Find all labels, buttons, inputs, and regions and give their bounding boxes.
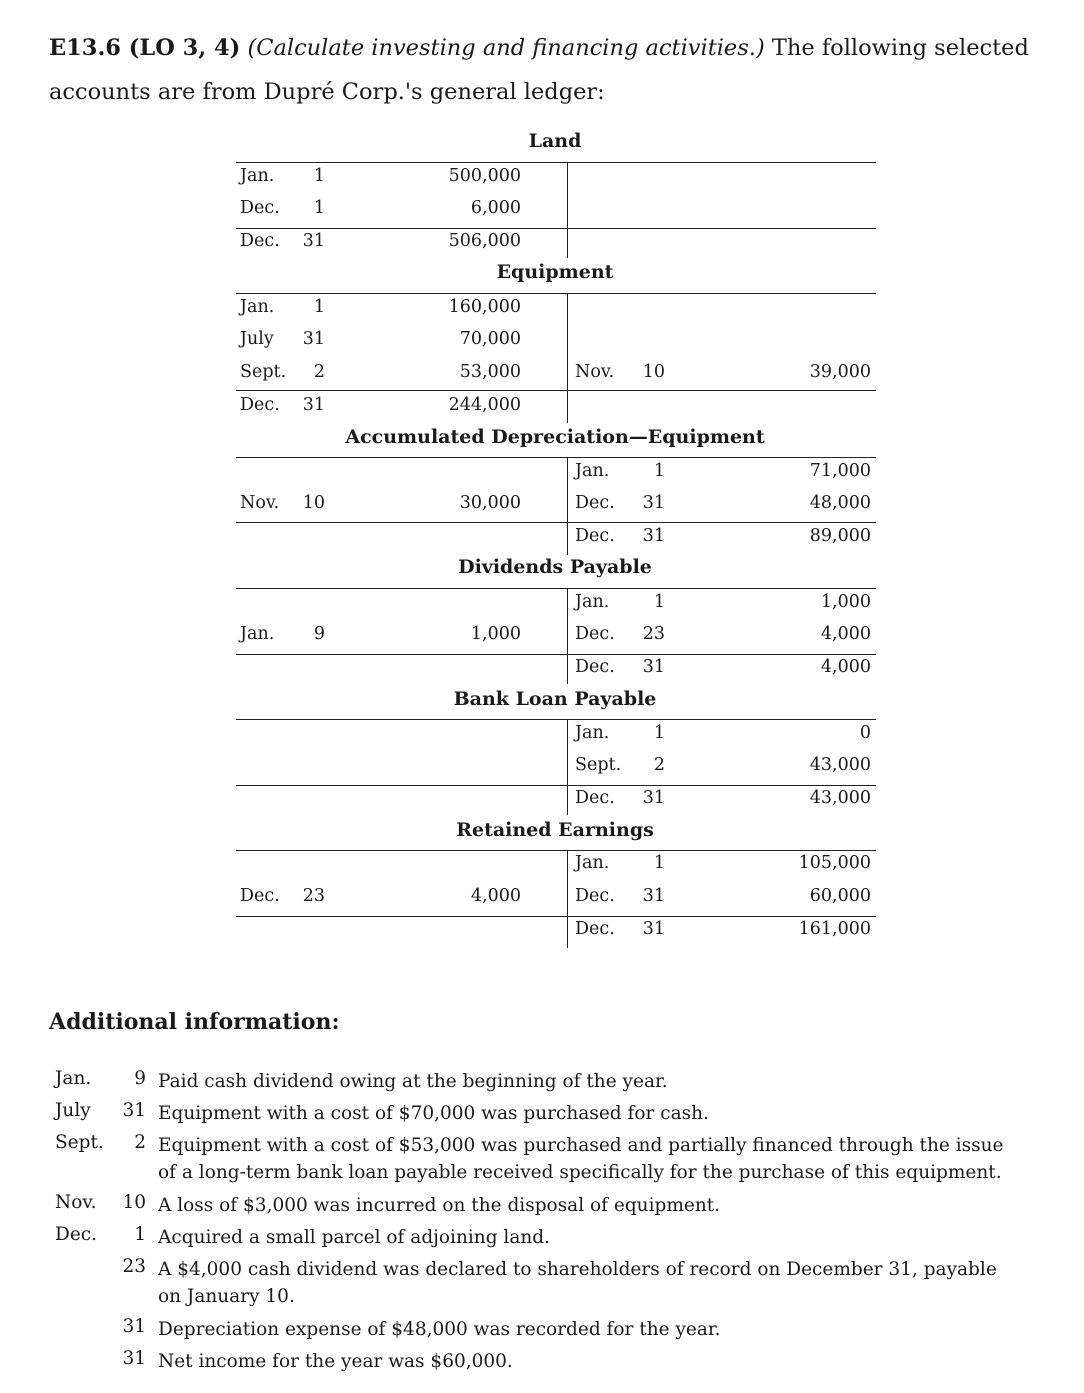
credit-month: Nov.: [575, 362, 615, 382]
credit-day: 10: [642, 362, 665, 382]
t-account-balance-rule: [236, 785, 876, 786]
credit-month: Dec.: [575, 657, 615, 677]
info-month: Jan.: [55, 1068, 92, 1089]
debit-day: 1: [313, 166, 325, 186]
credit-month: Dec.: [575, 919, 615, 939]
info-text: Equipment with a cost of $70,000 was purchased for cash.: [158, 1103, 709, 1124]
credit-amount: 89,000: [809, 526, 871, 546]
credit-month: Jan.: [575, 723, 610, 743]
info-text: A $4,000 cash dividend was declared to shareholders of record on December 31, payable on January 10.: [158, 1259, 997, 1307]
debit-month: Sept.: [240, 362, 287, 382]
debit-day: 10: [302, 493, 325, 513]
debit-day: 2: [313, 362, 325, 382]
info-day: 10: [122, 1192, 146, 1213]
info-text: Acquired a small parcel of adjoining land.: [158, 1227, 551, 1248]
t-account-top-rule: [236, 588, 876, 589]
account-title: Retained Earnings: [456, 819, 654, 841]
debit-amount: 4,000: [470, 886, 521, 906]
account-title: Bank Loan Payable: [453, 688, 657, 710]
credit-day: 1: [653, 853, 665, 873]
credit-amount: 48,000: [809, 493, 871, 513]
credit-month: Sept.: [575, 755, 622, 775]
debit-day: 31: [302, 231, 325, 251]
account-title: Equipment: [496, 261, 614, 283]
t-account-balance-rule: [236, 522, 876, 523]
info-day: 1: [134, 1224, 146, 1245]
credit-day: 1: [653, 723, 665, 743]
info-text: Net income for the year was $60,000.: [158, 1351, 513, 1372]
debit-amount: 244,000: [448, 395, 521, 415]
credit-month: Jan.: [575, 853, 610, 873]
t-account-divider: [567, 719, 568, 815]
debit-month: July: [240, 329, 274, 349]
debit-amount: 30,000: [459, 493, 521, 513]
credit-month: Dec.: [575, 788, 615, 808]
info-text: Depreciation expense of $48,000 was recorded for the year.: [158, 1319, 721, 1340]
info-day: 9: [134, 1068, 146, 1089]
info-day: 23: [122, 1256, 146, 1277]
credit-amount: 43,000: [809, 755, 871, 775]
debit-day: 1: [313, 297, 325, 317]
debit-day: 1: [313, 198, 325, 218]
t-account-top-rule: [236, 162, 876, 163]
info-month: Nov.: [55, 1192, 97, 1213]
credit-amount: 4,000: [820, 657, 871, 677]
exercise-code: E13.6 (LO 3, 4): [49, 35, 241, 61]
debit-amount: 160,000: [448, 297, 521, 317]
t-account-balance-rule: [236, 654, 876, 655]
exercise-instruction: (Calculate investing and financing activities.): [247, 35, 765, 61]
credit-amount: 71,000: [809, 461, 871, 481]
account-title: Accumulated Depreciation—Equipment: [345, 426, 765, 448]
debit-month: Jan.: [240, 624, 275, 644]
credit-day: 31: [642, 657, 665, 677]
debit-month: Nov.: [240, 493, 280, 513]
credit-amount: 4,000: [820, 624, 871, 644]
credit-amount: 161,000: [798, 919, 871, 939]
debit-month: Dec.: [240, 198, 280, 218]
t-account-top-rule: [236, 457, 876, 458]
credit-day: 31: [642, 493, 665, 513]
debit-amount: 6,000: [470, 198, 521, 218]
t-account-divider: [567, 588, 568, 684]
credit-month: Dec.: [575, 526, 615, 546]
debit-month: Jan.: [240, 297, 275, 317]
debit-day: 31: [302, 329, 325, 349]
t-account-divider: [567, 850, 568, 948]
t-account-balance-rule: [236, 916, 876, 917]
credit-month: Dec.: [575, 624, 615, 644]
t-account-balance-rule: [236, 390, 876, 391]
t-account-top-rule: [236, 719, 876, 720]
info-text: Equipment with a cost of $53,000 was purchased and partially financed through the issue of a long-term bank loan payable received specifically for the purchase of this equipment.: [158, 1135, 1004, 1183]
credit-month: Dec.: [575, 493, 615, 513]
credit-amount: 1,000: [820, 592, 871, 612]
debit-month: Dec.: [240, 231, 280, 251]
credit-amount: 60,000: [809, 886, 871, 906]
debit-amount: 1,000: [470, 624, 521, 644]
credit-day: 2: [653, 755, 665, 775]
debit-month: Jan.: [240, 166, 275, 186]
info-text: Paid cash dividend owing at the beginning of the year.: [158, 1071, 668, 1092]
credit-amount: 0: [859, 723, 871, 743]
t-account-divider: [567, 293, 568, 423]
info-day: 2: [134, 1132, 146, 1153]
exercise-intro: [49, 26, 1059, 114]
info-day: 31: [122, 1316, 146, 1337]
info-month: July: [55, 1100, 91, 1121]
credit-amount: 105,000: [798, 853, 871, 873]
debit-amount: 500,000: [448, 166, 521, 186]
info-month: Dec.: [55, 1224, 98, 1245]
info-day: 31: [122, 1348, 146, 1369]
credit-day: 1: [653, 461, 665, 481]
account-title: Dividends Payable: [458, 556, 652, 578]
t-account-divider: [567, 162, 568, 258]
debit-day: 31: [302, 395, 325, 415]
t-account-top-rule: [236, 293, 876, 294]
t-account-top-rule: [236, 850, 876, 851]
credit-day: 31: [642, 526, 665, 546]
credit-day: 1: [653, 592, 665, 612]
debit-amount: 70,000: [459, 329, 521, 349]
debit-day: 9: [313, 624, 325, 644]
info-month: Sept.: [55, 1132, 104, 1153]
exercise-text: The following selected accounts are from Dupré Corp.'s general ledger:: [49, 35, 1029, 105]
credit-day: 31: [642, 886, 665, 906]
account-title: Land: [528, 130, 582, 152]
debit-amount: 506,000: [448, 231, 521, 251]
credit-amount: 43,000: [809, 788, 871, 808]
credit-month: Jan.: [575, 461, 610, 481]
credit-month: Jan.: [575, 592, 610, 612]
debit-amount: 53,000: [459, 362, 521, 382]
debit-month: Dec.: [240, 395, 280, 415]
debit-month: Dec.: [240, 886, 280, 906]
debit-day: 23: [302, 886, 325, 906]
credit-amount: 39,000: [809, 362, 871, 382]
info-text: A loss of $3,000 was incurred on the disposal of equipment.: [158, 1195, 721, 1216]
t-account-divider: [567, 457, 568, 555]
additional-info-heading: Additional information:: [49, 1009, 340, 1035]
credit-day: 31: [642, 788, 665, 808]
credit-month: Dec.: [575, 886, 615, 906]
credit-day: 31: [642, 919, 665, 939]
credit-day: 23: [642, 624, 665, 644]
info-day: 31: [122, 1100, 146, 1121]
t-account-balance-rule: [236, 228, 876, 229]
